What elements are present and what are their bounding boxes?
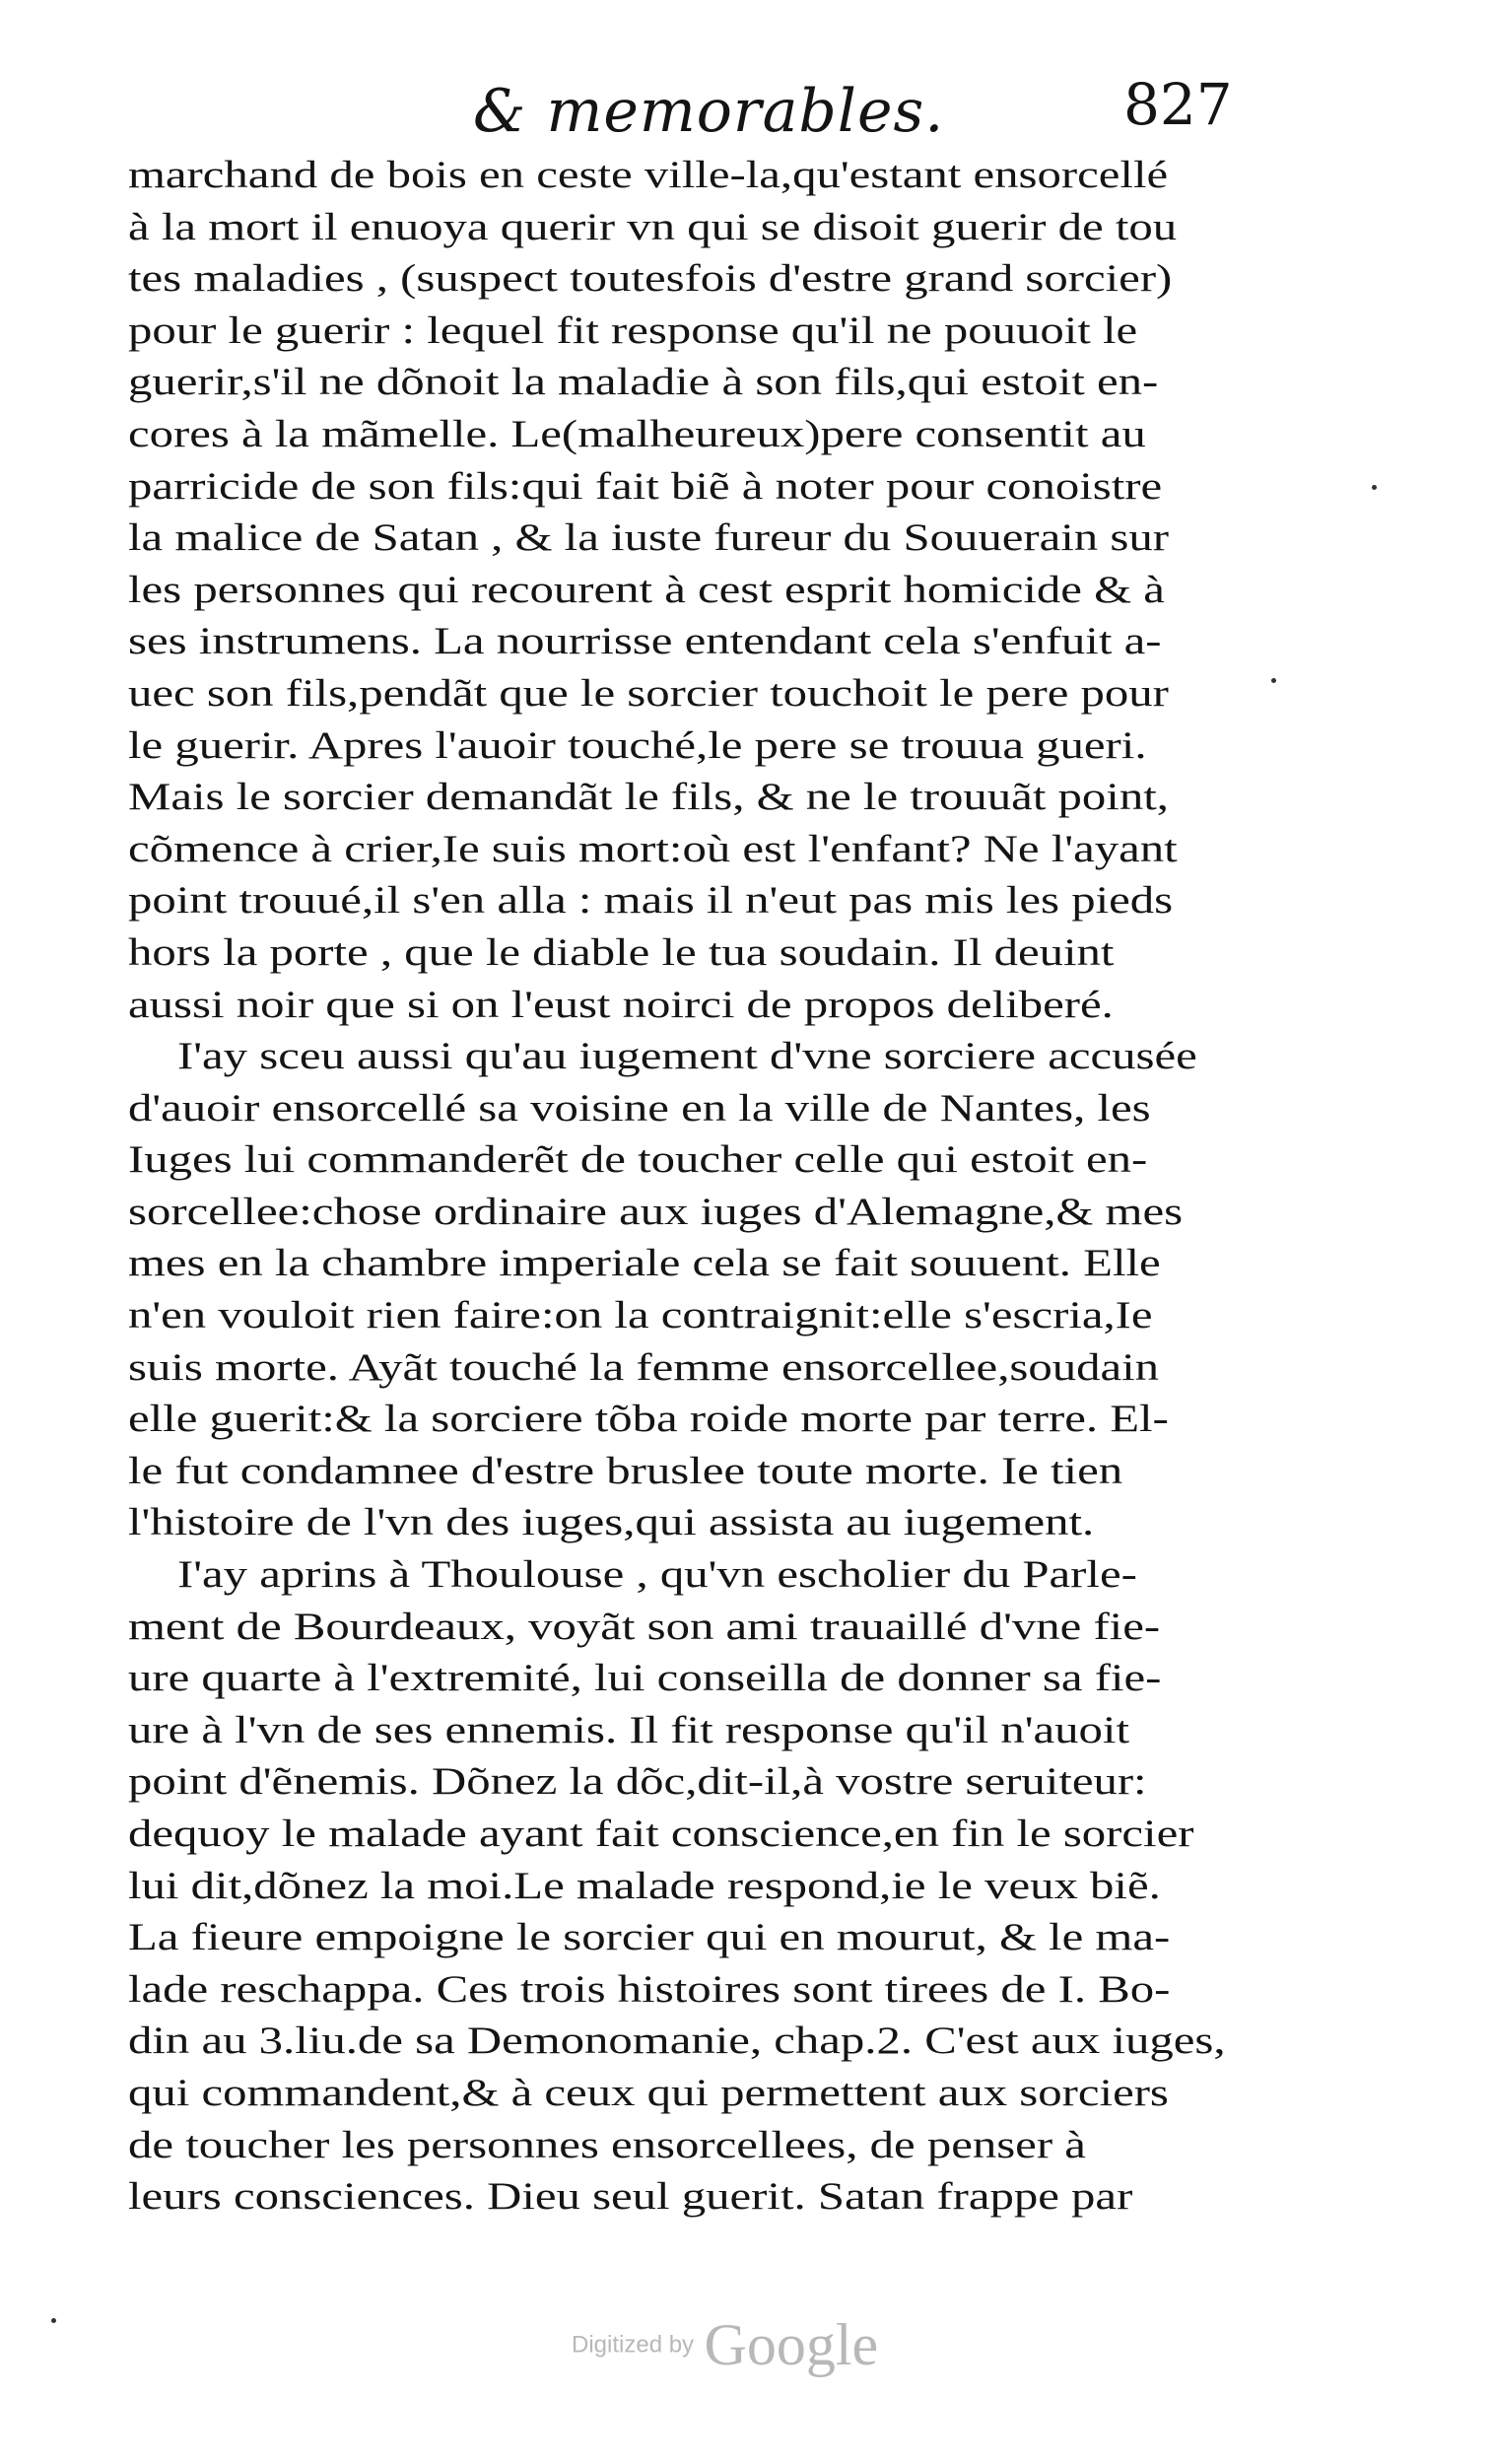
text-line: dequoy le malade ayant fait conscience,en fin le sorcier [128,1813,1194,1855]
text-line: la malice de Satan , & la iuste fureur du Souuerain sur [128,516,1169,560]
text-line: le guerir. Apres l'auoir touché,le pere se trouua gueri. [128,723,1147,767]
text-line: de toucher les personnes ensorcellees, de penser à [128,2123,1086,2166]
text-line: lui dit,dõnez la moi.Le malade respond,ie le veux biẽ. [128,1864,1161,1907]
text-line: I'ay sceu aussi qu'au iugement d'vne sorciere accusée [177,1035,1197,1078]
text-line: suis morte. Ayãt touché la femme ensorcellee,soudain [128,1345,1160,1389]
text-line: aussi noir que si on l'eust noirci de propos deliberé. [128,983,1114,1026]
text-line: n'en vouloit rien faire:on la contraignit:elle s'escria,Ie [128,1294,1153,1337]
page-number: 827 [1123,71,1233,138]
text-line: marchand de bois en ceste ville-la,qu'estant ensorcellé [128,154,1169,196]
text-line: leurs consciences. Dieu seul guerit. Satan frappe par [128,2175,1133,2219]
text-line: ure à l'vn de ses ennemis. Il fit response qu'il n'auoit [128,1708,1130,1751]
text-line: mes en la chambre imperiale cela se fait souuent. Elle [128,1242,1161,1285]
google-logo: Google [704,2312,879,2377]
text-line: ure quarte à l'extremité, lui conseilla de donner sa fie- [128,1657,1162,1700]
text-line: tes maladies , (suspect toutesfois d'estre grand sorcier) [128,257,1173,301]
text-line: sorcellee:chose ordinaire aux iuges d'Alemagne,& mes [128,1190,1184,1233]
text-line: ment de Bourdeaux, voyãt son ami trauaillé d'vne fie- [128,1605,1161,1648]
text-line: le fut condamnee d'estre bruslee toute morte. Ie tien [128,1449,1123,1492]
text-line: ses instrumens. La nourrisse entendant cela s'enfuit a- [128,620,1162,663]
scan-speck [1271,678,1276,683]
text-line: point trouué,il s'en alla : mais il n'eut pas mis les pieds [128,879,1174,923]
text-line: lade reschappa. Ces trois histoires sont tirees de I. Bo- [128,1967,1171,2011]
text-line: cores à la mãmelle. Le(malheureux)pere consentit au [128,412,1146,455]
text-line: elle guerit:& la sorciere tõba roide morte par terre. El- [128,1398,1169,1441]
scan-speck [1372,485,1377,490]
text-line: uec son fils,pendãt que le sorcier touchoit le pere pour [128,671,1169,715]
text-line: l'histoire de l'vn des iuges,qui assista au iugement. [128,1501,1095,1544]
digitized-label: Digitized by [572,2331,695,2359]
scan-speck [51,2318,56,2323]
text-line: I'ay aprins à Thoulouse , qu'vn escholier du Parle- [177,1553,1137,1597]
text-line: parricide de son fils:qui fait biẽ à noter pour conoistre [128,464,1163,508]
text-line: La fieure empoigne le sorcier qui en mourut, & le ma- [128,1916,1171,1959]
digitization-watermark [572,2311,878,2379]
text-line: les personnes qui recourent à cest esprit homicide & à [128,568,1165,611]
body-text [128,150,1232,2224]
text-line: cõmence à crier,Ie suis mort:où est l'enfant? Ne l'ayant [128,827,1178,870]
text-line: guerir,s'il ne dõnoit la maladie à son fils,qui estoit en- [128,361,1159,404]
text-line: Iuges lui commanderẽt de toucher celle qui estoit en- [128,1138,1148,1182]
text-line: hors la porte , que le diable le tua soudain. Il deuint [128,930,1115,974]
running-title: & memorables. [473,77,945,146]
text-line: d'auoir ensorcellé sa voisine en la ville de Nantes, les [128,1086,1151,1129]
text-line: din au 3.liu.de sa Demonomanie, chap.2. C'est aux iuges, [128,2019,1226,2063]
text-line: Mais le sorcier demandãt le fils, & ne le trouuãt point, [128,776,1169,819]
text-line: pour le guerir : lequel fit response qu'il ne pouuoit le [128,308,1138,352]
text-line: point d'ẽnemis. Dõnez la dõc,dit-il,à vostre seruiteur: [128,1760,1147,1804]
text-line: qui commandent,& à ceux qui permettent aux sorciers [128,2071,1169,2114]
text-line: à la mort il enuoya querir vn qui se disoit guerir de tou [128,205,1178,248]
